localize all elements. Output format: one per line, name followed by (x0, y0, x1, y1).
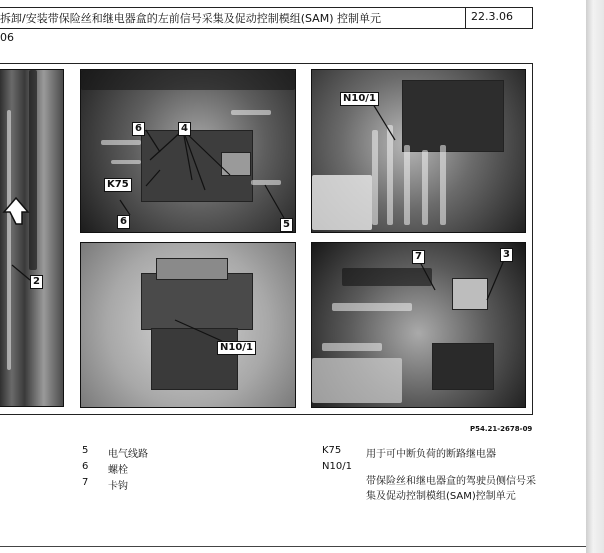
callout-7: 7 (412, 250, 425, 264)
figure-reference: P54.21-2678-09 (470, 425, 533, 433)
callout-n10-1-top: N10/1 (340, 92, 379, 106)
legend-text-n10-1: 带保险丝和继电器盒的驾驶员侧信号采集及促动控制模组(SAM)控制单元 (366, 476, 536, 502)
photo-connector-closeup (311, 242, 526, 408)
subheader: 06 (0, 31, 14, 44)
legend-num-k75: K75 (322, 445, 342, 456)
callout-3: 3 (500, 248, 513, 262)
callout-6b: 6 (117, 215, 130, 229)
photo-fuse-box-open (80, 69, 296, 233)
legend-num-7: 7 (82, 477, 89, 488)
legend-text-5: 电气线路 (108, 449, 148, 460)
page-title: 拆卸/安装带保险丝和继电器盒的左前信号采集及促动控制模组(SAM) 控制单元 (0, 12, 381, 25)
callout-2: 2 (30, 275, 43, 289)
header-date: 22.3.06 (471, 10, 513, 23)
legend-text-k75: 用于可中断负荷的断路继电器 (366, 449, 496, 460)
footer-rule (0, 546, 586, 547)
legend-text-6: 螺栓 (108, 465, 128, 476)
photo-door-strip (0, 69, 64, 407)
callout-5: 5 (280, 218, 293, 232)
legend-num-5: 5 (82, 445, 89, 456)
callout-6a: 6 (132, 122, 145, 136)
photo-module-removed (80, 242, 296, 408)
callout-n10-1-mid: N10/1 (217, 341, 256, 355)
legend-num-n10-1: N10/1 (322, 461, 352, 472)
page-edge-shadow (586, 0, 604, 553)
callout-k75: K75 (104, 178, 132, 192)
legend-num-6: 6 (82, 461, 89, 472)
callout-4: 4 (178, 122, 191, 136)
header-divider (465, 7, 466, 29)
legend-text-7: 卡钩 (108, 481, 128, 492)
